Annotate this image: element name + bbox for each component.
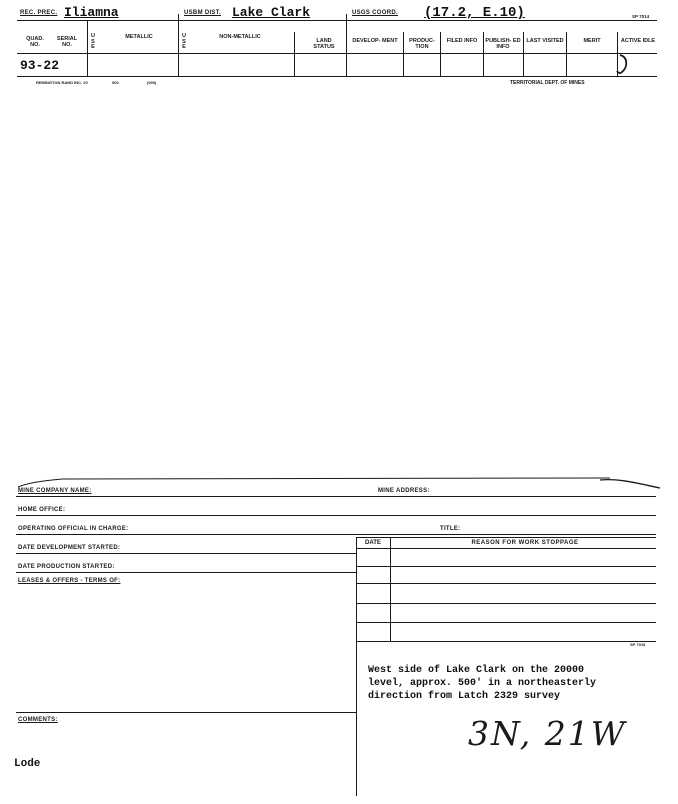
rec-prec-label: REC. PREC.	[20, 10, 58, 16]
date-column-header: DATE	[365, 540, 381, 546]
divider-visited	[523, 32, 524, 76]
title-label: TITLE:	[440, 526, 461, 532]
handwritten-coordinate: 3N, 21W	[468, 714, 627, 753]
last-visited-header: LAST VISITED	[526, 38, 564, 44]
table-row-2	[356, 583, 656, 584]
check-mark-icon	[614, 52, 636, 78]
quad-number-value: 93-22	[20, 58, 60, 73]
divider-filed	[440, 32, 441, 76]
divider-serial	[87, 20, 88, 76]
metallic-header: METALLIC	[125, 34, 153, 40]
rule-official	[16, 534, 656, 535]
location-description	[368, 664, 596, 703]
published-info-header: PUBLISH- ED INFO	[485, 38, 521, 50]
rule-table-top	[356, 537, 656, 538]
quad-no-header: QUAD. NO.	[26, 36, 44, 48]
rule-top-2	[17, 53, 657, 54]
printer-note: REMINGTON RAND INC. 20	[36, 80, 88, 85]
usbm-dist-label: USBM DIST.	[184, 10, 222, 16]
divider-merit	[566, 32, 567, 76]
production-header: PRODUC- TION	[409, 38, 435, 50]
rule-date-prod	[16, 572, 356, 573]
table-row-4	[356, 622, 656, 623]
date-production-label: DATE PRODUCTION STARTED:	[18, 564, 115, 570]
operating-official-label: OPERATING OFFICIAL IN CHARGE:	[18, 526, 129, 532]
reason-column-header: REASON FOR WORK STOPPAGE	[471, 540, 579, 546]
divider-nonmetallic	[178, 14, 179, 76]
usgs-coord-label: USGS COORD.	[352, 10, 398, 16]
use-letters-metallic: U S E	[91, 33, 95, 50]
location-line-3: direction from Latch 2329 survey	[368, 691, 561, 702]
divider-lower	[356, 641, 357, 796]
table-row-1	[356, 566, 656, 567]
divider-production	[403, 32, 404, 76]
form-number-top: SP 7014	[632, 14, 650, 19]
mine-address-label: MINE ADDRESS:	[378, 488, 430, 494]
active-idle-header: ACTIVE IDLE	[620, 38, 656, 44]
table-row-3	[356, 603, 656, 604]
rule-mine	[16, 496, 656, 497]
divider-development	[346, 14, 347, 76]
development-header: DEVELOP- MENT	[352, 38, 398, 44]
mine-company-label: MINE COMPANY NAME:	[18, 488, 92, 494]
rule-table-head	[356, 548, 656, 549]
card-edge-icon	[10, 472, 670, 494]
divider-table-date	[390, 537, 391, 641]
form-number-bottom: SP 7015	[630, 642, 646, 647]
rule-comments	[16, 712, 356, 713]
merit-header: MERIT	[583, 38, 601, 44]
date-development-label: DATE DEVELOPMENT STARTED:	[18, 545, 121, 551]
comments-label: COMMENTS:	[18, 717, 58, 723]
rule-top-3	[17, 76, 657, 77]
territorial-note: TERRITORIAL DEPT. OF MINES	[510, 80, 585, 86]
divider-published	[483, 32, 484, 76]
table-row-5	[356, 641, 656, 642]
printer-code-2: (000)	[147, 80, 157, 85]
rec-prec-value: Iliamna	[64, 5, 119, 20]
divider-table-left	[356, 537, 357, 641]
serial-no-header: SERIAL NO.	[56, 36, 78, 48]
usgs-coord-value: (17.2, E.10)	[424, 5, 525, 21]
rule-date-dev	[16, 553, 356, 554]
printer-code-1: 000	[112, 80, 119, 85]
rule-top-1	[17, 20, 657, 21]
use-letters-nonmetallic: U S E	[182, 33, 186, 50]
rule-home	[16, 515, 656, 516]
land-status-header: LAND STATUS	[313, 38, 335, 50]
comment-value: Lode	[14, 758, 41, 770]
location-line-1: West side of Lake Clark on the 20000	[368, 665, 585, 676]
leases-offers-label: LEASES & OFFERS - TERMS OF:	[18, 578, 121, 584]
divider-land	[294, 32, 295, 76]
nonmetallic-header: NON-METALLIC	[219, 34, 261, 40]
home-office-label: HOME OFFICE:	[18, 507, 66, 513]
location-line-2: level, approx. 500' in a northeasterly	[368, 678, 597, 689]
filed-info-header: FILED INFO	[446, 38, 478, 44]
usbm-dist-value: Lake Clark	[232, 5, 311, 20]
